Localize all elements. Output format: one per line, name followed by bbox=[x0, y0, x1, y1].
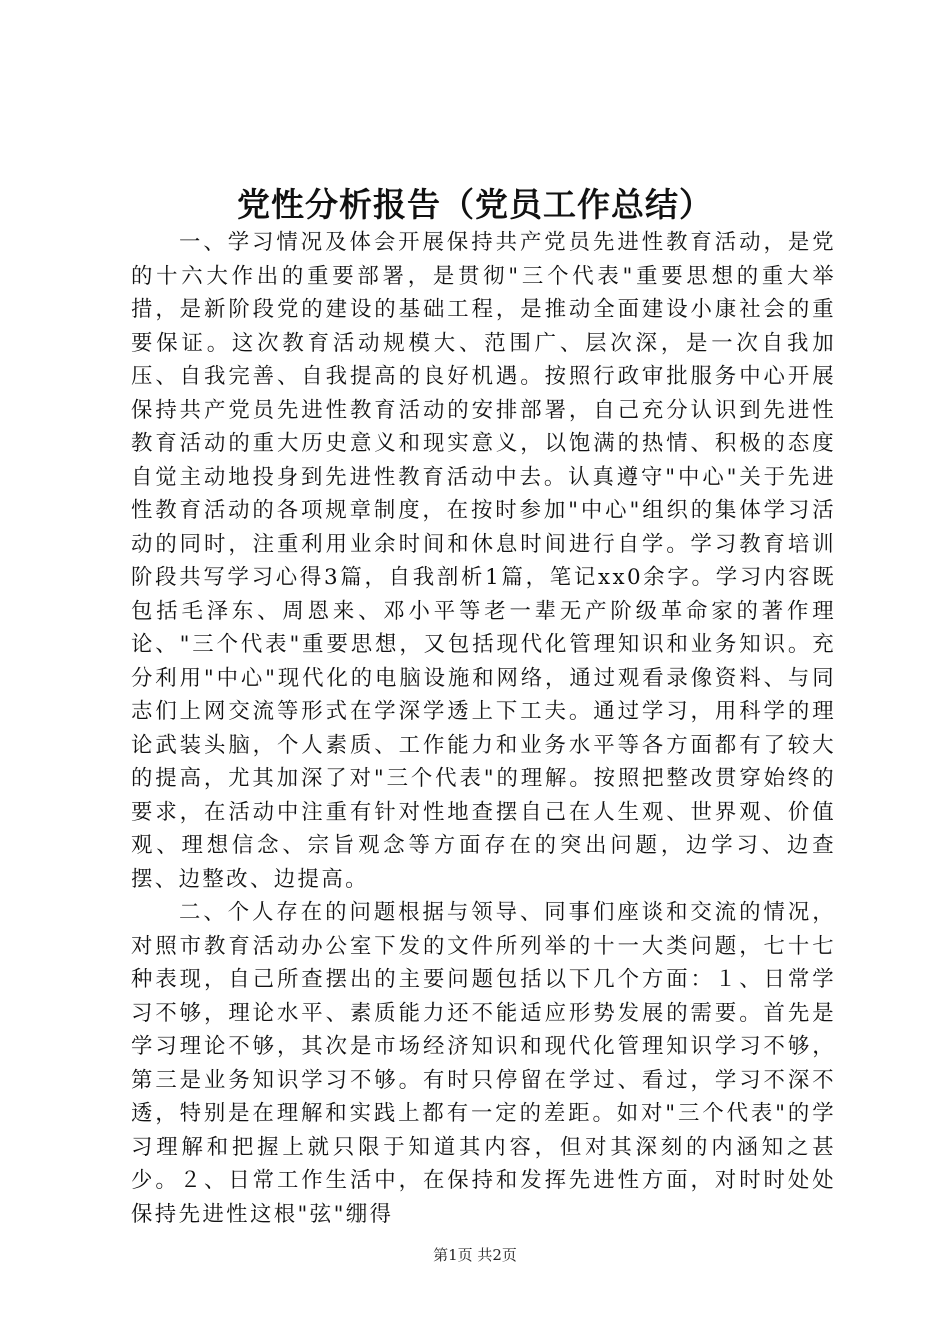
paragraph-study-situation: 一、学习情况及体会开展保持共产党员先进性教育活动，是党的十六大作出的重要部署，是贯彻"三个代表"重要思想的重大举措，是新阶段党的建设的基础工程，是推动全面建设小康社会的重要保证。这次教育活动规模大、范围广、层次深，是一次自我加压、自我完善、自我提高的良好机遇。按照行政审批服务中心开展保持共产党员先进性教育活动的安排部署，自己充分认识到先进性教育活动的重大历史意义和现实意义，以饱满的热情、积极的态度自觉主动地投身到先进性教育活动中去。认真遵守"中心"关于先进性教育活动的各项规章制度，在按时参加"中心"组织的集体学习活动的同时，注重利用业余时间和休息时间进行自学。学习教育培训阶段共写学习心得3篇，自我剖析1篇，笔记xx0余字。学习内容既包括毛泽东、周恩来、邓小平等老一辈无产阶级革命家的著作理论、"三个代表"重要思想，又包括现代化管理知识和业务知识。充分利用"中心"现代化的电脑设施和网络，通过观看录像资料、与同志们上网交流等形式在学深学透上下工夫。通过学习，用科学的理论武装头脑，个人素质、工作能力和业务水平等各方面都有了较大的提高，尤其加深了对"三个代表"的理解。按照把整改贯穿始终的要求，在活动中注重有针对性地查摆自己在人生观、世界观、价值观、理想信念、宗旨观念等方面存在的突出问题，边学习、边查摆、边整改、边提高。 bbox=[131, 230, 836, 892]
page-number-footer: 第1页 共2页 bbox=[433, 1246, 517, 1264]
document-body bbox=[131, 226, 836, 1231]
paragraph-personal-problems: 二、个人存在的问题根据与领导、同事们座谈和交流的情况，对照市教育活动办公室下发的文件所列举的十一大类问题，七十七种表现，自己所查摆出的主要问题包括以下几个方面：１、日常学习不够，理论水平、素质能力还不能适应形势发展的需要。首先是学习理论不够，其次是市场经济知识和现代化管理知识学习不够，第三是业务知识学习不够。有时只停留在学过、看过，学习不深不透，特别是在理解和实践上都有一定的差距。如对"三个代表"的学习理解和把握上就只限于知道其内容，但对其深刻的内涵知之甚少。２、日常工作生活中，在保持和发挥先进性方面，对时时处处保持先进性这根"弦"绷得 bbox=[131, 900, 836, 1227]
document-title: 党性分析报告（党员工作总结） bbox=[237, 185, 713, 224]
